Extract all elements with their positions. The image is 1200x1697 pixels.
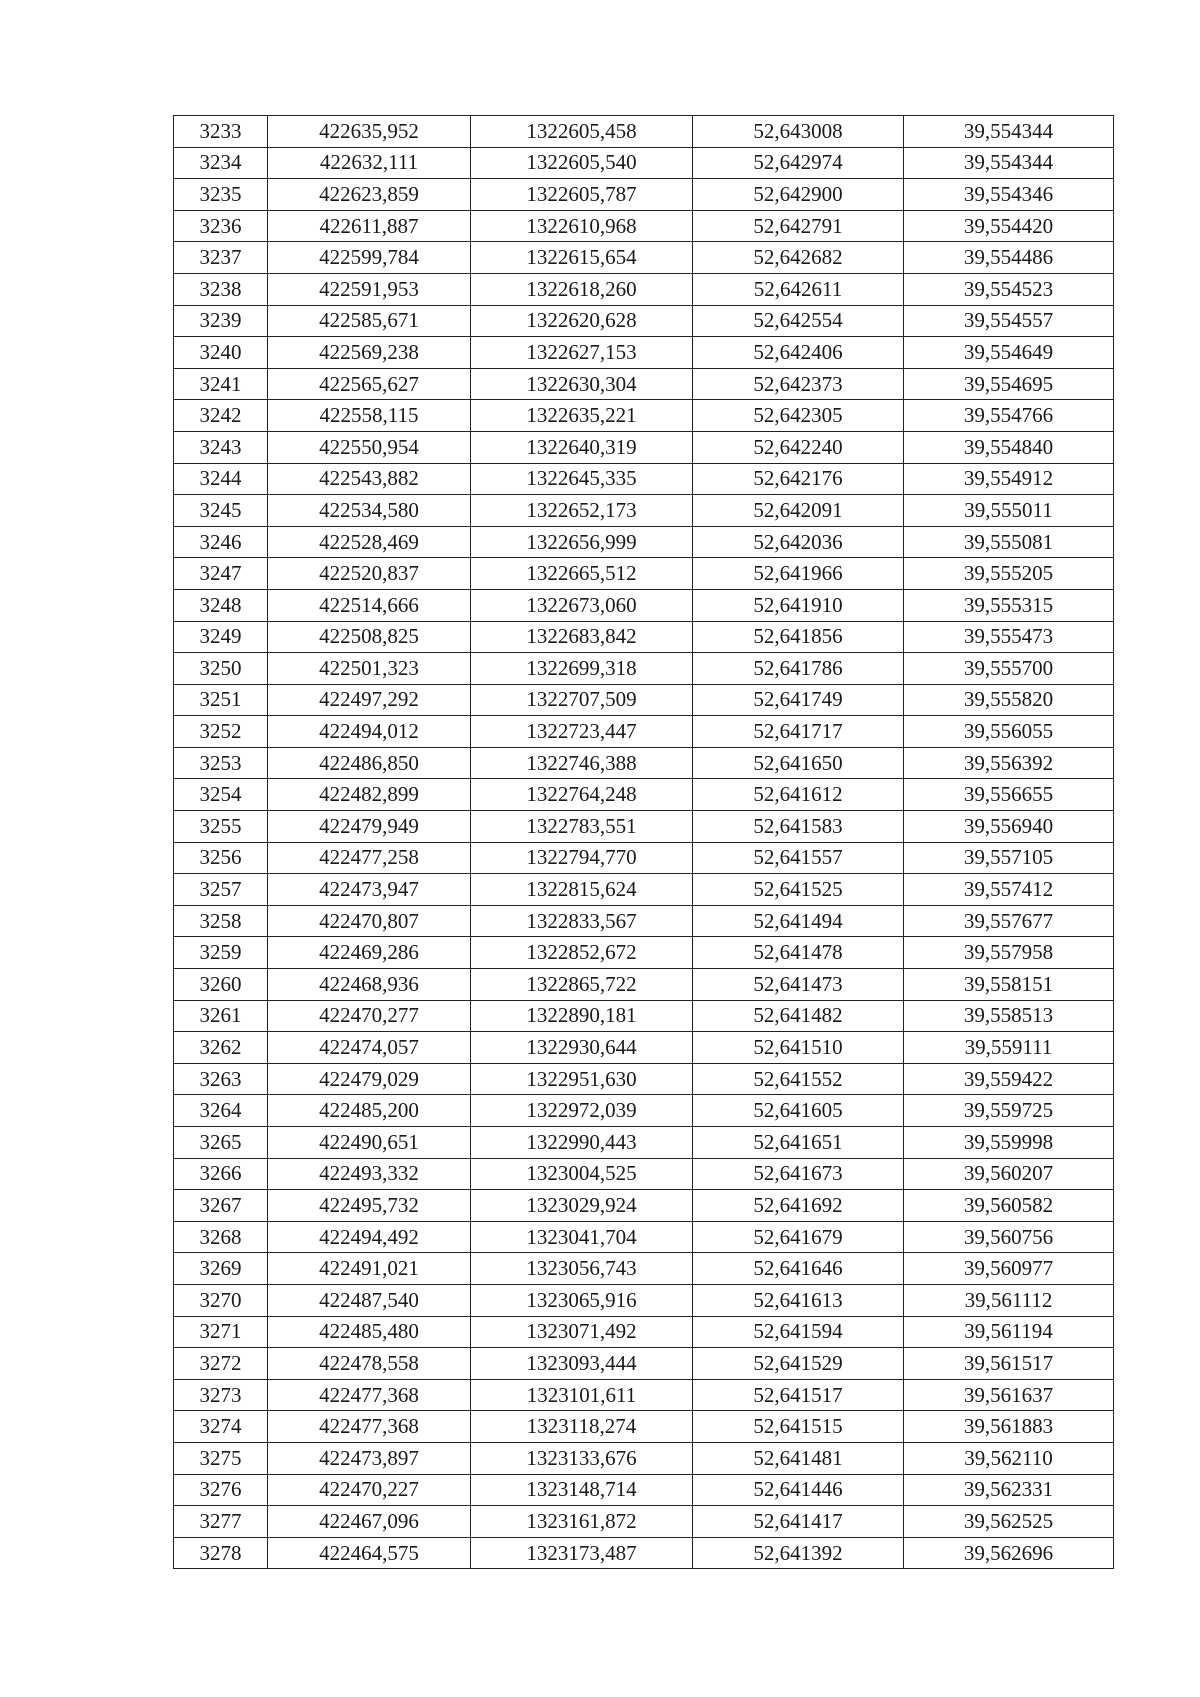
point-number-cell: 3262 — [174, 1032, 268, 1064]
x-coordinate-cell: 422543,882 — [268, 463, 471, 495]
y-coordinate-cell: 1323056,743 — [471, 1253, 693, 1285]
latitude-cell: 52,641392 — [693, 1537, 904, 1569]
point-number-cell: 3259 — [174, 937, 268, 969]
table-row — [174, 969, 1114, 1001]
coordinates-table — [173, 115, 1114, 1569]
x-coordinate-cell: 422464,575 — [268, 1537, 471, 1569]
coordinates-table-body — [174, 116, 1114, 1569]
y-coordinate-cell: 1322699,318 — [471, 653, 693, 685]
latitude-cell: 52,642406 — [693, 337, 904, 369]
x-coordinate-cell: 422474,057 — [268, 1032, 471, 1064]
x-coordinate-cell: 422558,115 — [268, 400, 471, 432]
longitude-cell: 39,562110 — [904, 1442, 1114, 1474]
longitude-cell: 39,555081 — [904, 526, 1114, 558]
point-number-cell: 3255 — [174, 811, 268, 843]
longitude-cell: 39,561637 — [904, 1379, 1114, 1411]
y-coordinate-cell: 1322610,968 — [471, 210, 693, 242]
x-coordinate-cell: 422477,368 — [268, 1411, 471, 1443]
y-coordinate-cell: 1322890,181 — [471, 1000, 693, 1032]
y-coordinate-cell: 1322930,644 — [471, 1032, 693, 1064]
longitude-cell: 39,557958 — [904, 937, 1114, 969]
table-row — [174, 811, 1114, 843]
y-coordinate-cell: 1322635,221 — [471, 400, 693, 432]
latitude-cell: 52,641613 — [693, 1284, 904, 1316]
table-row — [174, 905, 1114, 937]
longitude-cell: 39,559422 — [904, 1063, 1114, 1095]
longitude-cell: 39,562525 — [904, 1506, 1114, 1538]
latitude-cell: 52,642240 — [693, 431, 904, 463]
x-coordinate-cell: 422473,947 — [268, 874, 471, 906]
latitude-cell: 52,642176 — [693, 463, 904, 495]
longitude-cell: 39,559998 — [904, 1127, 1114, 1159]
longitude-cell: 39,556940 — [904, 811, 1114, 843]
latitude-cell: 52,641517 — [693, 1379, 904, 1411]
y-coordinate-cell: 1322620,628 — [471, 305, 693, 337]
table-row — [174, 1253, 1114, 1285]
table-row — [174, 179, 1114, 211]
longitude-cell: 39,554420 — [904, 210, 1114, 242]
latitude-cell: 52,641594 — [693, 1316, 904, 1348]
latitude-cell: 52,642554 — [693, 305, 904, 337]
point-number-cell: 3253 — [174, 747, 268, 779]
x-coordinate-cell: 422467,096 — [268, 1506, 471, 1538]
latitude-cell: 52,641525 — [693, 874, 904, 906]
table-row — [174, 305, 1114, 337]
point-number-cell: 3251 — [174, 684, 268, 716]
y-coordinate-cell: 1322627,153 — [471, 337, 693, 369]
y-coordinate-cell: 1322615,654 — [471, 242, 693, 274]
table-row — [174, 210, 1114, 242]
y-coordinate-cell: 1323041,704 — [471, 1221, 693, 1253]
x-coordinate-cell: 422494,012 — [268, 716, 471, 748]
x-coordinate-cell: 422490,651 — [268, 1127, 471, 1159]
table-row — [174, 337, 1114, 369]
latitude-cell: 52,641749 — [693, 684, 904, 716]
table-row — [174, 621, 1114, 653]
y-coordinate-cell: 1323101,611 — [471, 1379, 693, 1411]
longitude-cell: 39,554523 — [904, 273, 1114, 305]
point-number-cell: 3269 — [174, 1253, 268, 1285]
x-coordinate-cell: 422565,627 — [268, 368, 471, 400]
longitude-cell: 39,555473 — [904, 621, 1114, 653]
latitude-cell: 52,641651 — [693, 1127, 904, 1159]
y-coordinate-cell: 1322746,388 — [471, 747, 693, 779]
latitude-cell: 52,642611 — [693, 273, 904, 305]
point-number-cell: 3237 — [174, 242, 268, 274]
longitude-cell: 39,562696 — [904, 1537, 1114, 1569]
latitude-cell: 52,641510 — [693, 1032, 904, 1064]
point-number-cell: 3252 — [174, 716, 268, 748]
y-coordinate-cell: 1322665,512 — [471, 558, 693, 590]
point-number-cell: 3270 — [174, 1284, 268, 1316]
table-row — [174, 1095, 1114, 1127]
longitude-cell: 39,554557 — [904, 305, 1114, 337]
point-number-cell: 3273 — [174, 1379, 268, 1411]
table-row — [174, 1316, 1114, 1348]
latitude-cell: 52,642305 — [693, 400, 904, 432]
y-coordinate-cell: 1322815,624 — [471, 874, 693, 906]
longitude-cell: 39,559111 — [904, 1032, 1114, 1064]
x-coordinate-cell: 422469,286 — [268, 937, 471, 969]
x-coordinate-cell: 422635,952 — [268, 116, 471, 148]
longitude-cell: 39,560756 — [904, 1221, 1114, 1253]
latitude-cell: 52,641673 — [693, 1158, 904, 1190]
table-row — [174, 779, 1114, 811]
latitude-cell: 52,641515 — [693, 1411, 904, 1443]
y-coordinate-cell: 1323148,714 — [471, 1474, 693, 1506]
point-number-cell: 3254 — [174, 779, 268, 811]
y-coordinate-cell: 1323065,916 — [471, 1284, 693, 1316]
point-number-cell: 3266 — [174, 1158, 268, 1190]
x-coordinate-cell: 422486,850 — [268, 747, 471, 779]
x-coordinate-cell: 422528,469 — [268, 526, 471, 558]
longitude-cell: 39,554649 — [904, 337, 1114, 369]
latitude-cell: 52,641494 — [693, 905, 904, 937]
y-coordinate-cell: 1322865,722 — [471, 969, 693, 1001]
latitude-cell: 52,641856 — [693, 621, 904, 653]
y-coordinate-cell: 1323118,274 — [471, 1411, 693, 1443]
table-row — [174, 1158, 1114, 1190]
longitude-cell: 39,554766 — [904, 400, 1114, 432]
longitude-cell: 39,555820 — [904, 684, 1114, 716]
latitude-cell: 52,641910 — [693, 589, 904, 621]
latitude-cell: 52,641650 — [693, 747, 904, 779]
longitude-cell: 39,554486 — [904, 242, 1114, 274]
y-coordinate-cell: 1323029,924 — [471, 1190, 693, 1222]
latitude-cell: 52,641717 — [693, 716, 904, 748]
longitude-cell: 39,555205 — [904, 558, 1114, 590]
longitude-cell: 39,562331 — [904, 1474, 1114, 1506]
point-number-cell: 3240 — [174, 337, 268, 369]
longitude-cell: 39,554344 — [904, 147, 1114, 179]
table-row — [174, 1474, 1114, 1506]
x-coordinate-cell: 422632,111 — [268, 147, 471, 179]
point-number-cell: 3242 — [174, 400, 268, 432]
longitude-cell: 39,560977 — [904, 1253, 1114, 1285]
y-coordinate-cell: 1322656,999 — [471, 526, 693, 558]
point-number-cell: 3239 — [174, 305, 268, 337]
longitude-cell: 39,555315 — [904, 589, 1114, 621]
table-row — [174, 1032, 1114, 1064]
table-row — [174, 1221, 1114, 1253]
latitude-cell: 52,642900 — [693, 179, 904, 211]
x-coordinate-cell: 422470,227 — [268, 1474, 471, 1506]
table-row — [174, 684, 1114, 716]
x-coordinate-cell: 422493,332 — [268, 1158, 471, 1190]
latitude-cell: 52,641605 — [693, 1095, 904, 1127]
table-row — [174, 1284, 1114, 1316]
table-row — [174, 1348, 1114, 1380]
table-row — [174, 589, 1114, 621]
y-coordinate-cell: 1323071,492 — [471, 1316, 693, 1348]
point-number-cell: 3235 — [174, 179, 268, 211]
x-coordinate-cell: 422477,258 — [268, 842, 471, 874]
x-coordinate-cell: 422479,029 — [268, 1063, 471, 1095]
longitude-cell: 39,554344 — [904, 116, 1114, 148]
point-number-cell: 3277 — [174, 1506, 268, 1538]
table-row — [174, 1190, 1114, 1222]
latitude-cell: 52,641481 — [693, 1442, 904, 1474]
table-row — [174, 463, 1114, 495]
x-coordinate-cell: 422485,200 — [268, 1095, 471, 1127]
x-coordinate-cell: 422470,277 — [268, 1000, 471, 1032]
table-row — [174, 716, 1114, 748]
table-row — [174, 1127, 1114, 1159]
point-number-cell: 3244 — [174, 463, 268, 495]
table-row — [174, 842, 1114, 874]
table-row — [174, 431, 1114, 463]
latitude-cell: 52,641446 — [693, 1474, 904, 1506]
table-row — [174, 273, 1114, 305]
latitude-cell: 52,641482 — [693, 1000, 904, 1032]
longitude-cell: 39,554840 — [904, 431, 1114, 463]
point-number-cell: 3250 — [174, 653, 268, 685]
point-number-cell: 3236 — [174, 210, 268, 242]
latitude-cell: 52,641692 — [693, 1190, 904, 1222]
y-coordinate-cell: 1322833,567 — [471, 905, 693, 937]
longitude-cell: 39,556055 — [904, 716, 1114, 748]
latitude-cell: 52,641552 — [693, 1063, 904, 1095]
y-coordinate-cell: 1322652,173 — [471, 495, 693, 527]
latitude-cell: 52,641786 — [693, 653, 904, 685]
point-number-cell: 3264 — [174, 1095, 268, 1127]
latitude-cell: 52,643008 — [693, 116, 904, 148]
table-row — [174, 368, 1114, 400]
x-coordinate-cell: 422508,825 — [268, 621, 471, 653]
point-number-cell: 3274 — [174, 1411, 268, 1443]
y-coordinate-cell: 1322852,672 — [471, 937, 693, 969]
x-coordinate-cell: 422497,292 — [268, 684, 471, 716]
table-row — [174, 116, 1114, 148]
y-coordinate-cell: 1322640,319 — [471, 431, 693, 463]
x-coordinate-cell: 422611,887 — [268, 210, 471, 242]
latitude-cell: 52,642091 — [693, 495, 904, 527]
longitude-cell: 39,559725 — [904, 1095, 1114, 1127]
y-coordinate-cell: 1322605,540 — [471, 147, 693, 179]
table-row — [174, 1379, 1114, 1411]
y-coordinate-cell: 1322683,842 — [471, 621, 693, 653]
point-number-cell: 3256 — [174, 842, 268, 874]
x-coordinate-cell: 422477,368 — [268, 1379, 471, 1411]
y-coordinate-cell: 1322618,260 — [471, 273, 693, 305]
point-number-cell: 3261 — [174, 1000, 268, 1032]
longitude-cell: 39,554695 — [904, 368, 1114, 400]
point-number-cell: 3268 — [174, 1221, 268, 1253]
point-number-cell: 3257 — [174, 874, 268, 906]
latitude-cell: 52,641478 — [693, 937, 904, 969]
longitude-cell: 39,554346 — [904, 179, 1114, 211]
point-number-cell: 3263 — [174, 1063, 268, 1095]
longitude-cell: 39,558513 — [904, 1000, 1114, 1032]
x-coordinate-cell: 422494,492 — [268, 1221, 471, 1253]
y-coordinate-cell: 1322673,060 — [471, 589, 693, 621]
x-coordinate-cell: 422482,899 — [268, 779, 471, 811]
x-coordinate-cell: 422470,807 — [268, 905, 471, 937]
longitude-cell: 39,554912 — [904, 463, 1114, 495]
point-number-cell: 3238 — [174, 273, 268, 305]
table-row — [174, 937, 1114, 969]
y-coordinate-cell: 1322723,447 — [471, 716, 693, 748]
x-coordinate-cell: 422468,936 — [268, 969, 471, 1001]
point-number-cell: 3249 — [174, 621, 268, 653]
point-number-cell: 3233 — [174, 116, 268, 148]
table-row — [174, 558, 1114, 590]
latitude-cell: 52,641473 — [693, 969, 904, 1001]
latitude-cell: 52,641646 — [693, 1253, 904, 1285]
longitude-cell: 39,561517 — [904, 1348, 1114, 1380]
longitude-cell: 39,561883 — [904, 1411, 1114, 1443]
x-coordinate-cell: 422485,480 — [268, 1316, 471, 1348]
y-coordinate-cell: 1322605,458 — [471, 116, 693, 148]
latitude-cell: 52,641966 — [693, 558, 904, 590]
table-row — [174, 1442, 1114, 1474]
x-coordinate-cell: 422591,953 — [268, 273, 471, 305]
x-coordinate-cell: 422487,540 — [268, 1284, 471, 1316]
y-coordinate-cell: 1322972,039 — [471, 1095, 693, 1127]
latitude-cell: 52,641679 — [693, 1221, 904, 1253]
y-coordinate-cell: 1322794,770 — [471, 842, 693, 874]
point-number-cell: 3260 — [174, 969, 268, 1001]
point-number-cell: 3258 — [174, 905, 268, 937]
longitude-cell: 39,561112 — [904, 1284, 1114, 1316]
table-row — [174, 1506, 1114, 1538]
point-number-cell: 3271 — [174, 1316, 268, 1348]
latitude-cell: 52,641417 — [693, 1506, 904, 1538]
point-number-cell: 3276 — [174, 1474, 268, 1506]
point-number-cell: 3245 — [174, 495, 268, 527]
y-coordinate-cell: 1322645,335 — [471, 463, 693, 495]
longitude-cell: 39,555700 — [904, 653, 1114, 685]
longitude-cell: 39,556392 — [904, 747, 1114, 779]
longitude-cell: 39,558151 — [904, 969, 1114, 1001]
x-coordinate-cell: 422478,558 — [268, 1348, 471, 1380]
table-row — [174, 1063, 1114, 1095]
longitude-cell: 39,560582 — [904, 1190, 1114, 1222]
y-coordinate-cell: 1323093,444 — [471, 1348, 693, 1380]
latitude-cell: 52,641583 — [693, 811, 904, 843]
longitude-cell: 39,556655 — [904, 779, 1114, 811]
x-coordinate-cell: 422585,671 — [268, 305, 471, 337]
point-number-cell: 3246 — [174, 526, 268, 558]
latitude-cell: 52,642791 — [693, 210, 904, 242]
table-row — [174, 147, 1114, 179]
y-coordinate-cell: 1323161,872 — [471, 1506, 693, 1538]
x-coordinate-cell: 422495,732 — [268, 1190, 471, 1222]
latitude-cell: 52,641529 — [693, 1348, 904, 1380]
point-number-cell: 3241 — [174, 368, 268, 400]
table-row — [174, 242, 1114, 274]
x-coordinate-cell: 422534,580 — [268, 495, 471, 527]
table-row — [174, 1537, 1114, 1569]
x-coordinate-cell: 422514,666 — [268, 589, 471, 621]
point-number-cell: 3265 — [174, 1127, 268, 1159]
point-number-cell: 3267 — [174, 1190, 268, 1222]
x-coordinate-cell: 422569,238 — [268, 337, 471, 369]
table-row — [174, 495, 1114, 527]
y-coordinate-cell: 1322951,630 — [471, 1063, 693, 1095]
table-row — [174, 874, 1114, 906]
y-coordinate-cell: 1322990,443 — [471, 1127, 693, 1159]
x-coordinate-cell: 422623,859 — [268, 179, 471, 211]
latitude-cell: 52,641612 — [693, 779, 904, 811]
longitude-cell: 39,557105 — [904, 842, 1114, 874]
y-coordinate-cell: 1323004,525 — [471, 1158, 693, 1190]
point-number-cell: 3278 — [174, 1537, 268, 1569]
y-coordinate-cell: 1323173,487 — [471, 1537, 693, 1569]
table-row — [174, 526, 1114, 558]
point-number-cell: 3275 — [174, 1442, 268, 1474]
x-coordinate-cell: 422473,897 — [268, 1442, 471, 1474]
point-number-cell: 3272 — [174, 1348, 268, 1380]
x-coordinate-cell: 422501,323 — [268, 653, 471, 685]
point-number-cell: 3247 — [174, 558, 268, 590]
longitude-cell: 39,557677 — [904, 905, 1114, 937]
table-row — [174, 1411, 1114, 1443]
table-row — [174, 1000, 1114, 1032]
latitude-cell: 52,641557 — [693, 842, 904, 874]
longitude-cell: 39,561194 — [904, 1316, 1114, 1348]
x-coordinate-cell: 422479,949 — [268, 811, 471, 843]
x-coordinate-cell: 422520,837 — [268, 558, 471, 590]
y-coordinate-cell: 1322783,551 — [471, 811, 693, 843]
point-number-cell: 3234 — [174, 147, 268, 179]
table-row — [174, 400, 1114, 432]
y-coordinate-cell: 1322707,509 — [471, 684, 693, 716]
table-row — [174, 653, 1114, 685]
x-coordinate-cell: 422491,021 — [268, 1253, 471, 1285]
latitude-cell: 52,642974 — [693, 147, 904, 179]
y-coordinate-cell: 1322630,304 — [471, 368, 693, 400]
longitude-cell: 39,557412 — [904, 874, 1114, 906]
x-coordinate-cell: 422550,954 — [268, 431, 471, 463]
y-coordinate-cell: 1322605,787 — [471, 179, 693, 211]
latitude-cell: 52,642682 — [693, 242, 904, 274]
longitude-cell: 39,560207 — [904, 1158, 1114, 1190]
longitude-cell: 39,555011 — [904, 495, 1114, 527]
point-number-cell: 3243 — [174, 431, 268, 463]
table-row — [174, 747, 1114, 779]
point-number-cell: 3248 — [174, 589, 268, 621]
x-coordinate-cell: 422599,784 — [268, 242, 471, 274]
y-coordinate-cell: 1322764,248 — [471, 779, 693, 811]
latitude-cell: 52,642373 — [693, 368, 904, 400]
latitude-cell: 52,642036 — [693, 526, 904, 558]
y-coordinate-cell: 1323133,676 — [471, 1442, 693, 1474]
